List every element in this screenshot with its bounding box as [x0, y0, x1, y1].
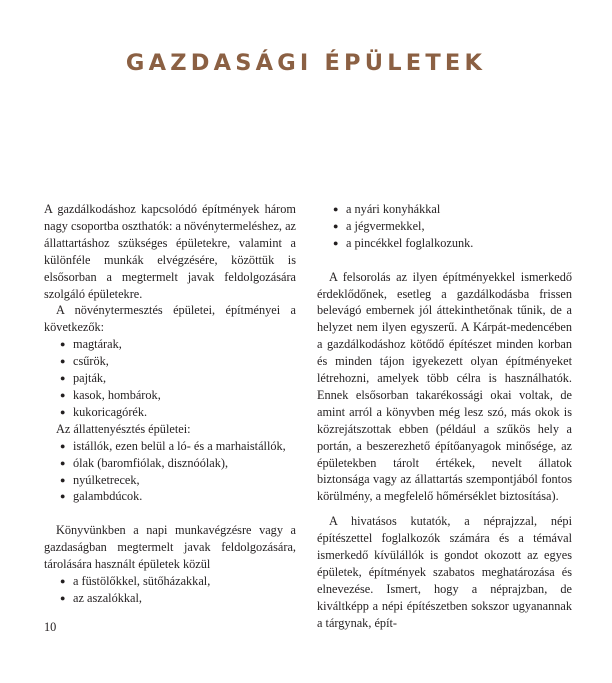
- page-number: 10: [44, 620, 57, 634]
- bullet-icon: ●: [60, 373, 66, 384]
- complexity-paragraph: A felsorolás az ilyen építményekkel ismerkedő érdeklődőnek, esetleg a gazdálkodásba frissen belevágó embernek jól áttekinthetőnak tűnik, de a helyzet nem ilyen egyszerű. A Kárpát-medencében a gazdálkodáshoz kötődő építészet minden korban és minden tájon igyekezett olyan építményeket létrehozni, amelyek több célra is használhatók. Ennek elsősorban takarékossági okai voltak, de amint arról a könyvben még lesz szó, más okok is közrejátszottak ebben (például a szűkös hely a portán, a beszerezhető építőanyagok minősége, az épületekben tárolt értékek, nevelt állatok biztonsága vagy az állattartás szempontjából fontos körülmény, a megfelelő hőmérséklet biztosítása).: [317, 269, 572, 504]
- list-item: ● csűrök,: [60, 354, 109, 369]
- list-item: ● galambdúcok.: [60, 489, 143, 504]
- intro-paragraph: A gazdálkodáshoz kapcsolódó építmények három nagy csoportba oszthatók: a növénytermeléshez, az állattartáshoz szükséges épületekre, valamint a különféle munkák elvégzésére, közöttük is elsősorban a megtermelt javak feldolgozására szolgáló épületekre.: [44, 202, 296, 301]
- bullet-icon: ●: [60, 575, 66, 586]
- list-item: ● kasok, hombárok,: [60, 387, 161, 402]
- bullet-icon: ●: [60, 339, 66, 350]
- list-item: ● magtárak,: [60, 337, 122, 352]
- animal-buildings-list: [44, 438, 296, 506]
- bullet-icon: ●: [60, 406, 66, 417]
- list-item: ● a pincékkel foglalkozunk.: [333, 235, 474, 250]
- right-column: [317, 201, 572, 632]
- terminology-paragraph: A hivatásos kutatók, a néprajzzal, népi építészettel foglalkozók számára és a témával ismerkedő kívülállók is gondot okozott az egyes épületek, építmények szabatos meghatározása és elnevezése. Ismert, hogy a néprajzban, de kiváltképp a népi építészetben sokszor ugyanannak a tárgynak, épít-: [317, 514, 572, 630]
- page-title: GAZDASÁGI ÉPÜLETEK: [125, 50, 487, 76]
- list-item: ● kukoricagórék.: [60, 404, 148, 419]
- book-scope-list-continued: [317, 201, 572, 252]
- plant-buildings-paragraph: A növénytermesztés épületei, építményei a következők:: [44, 303, 296, 335]
- list-item: ● a nyári konyhákkal: [333, 202, 441, 216]
- bullet-icon: ●: [60, 474, 66, 485]
- bullet-icon: ●: [333, 204, 339, 214]
- book-scope-list: [44, 573, 296, 607]
- list-item: ● pajták,: [60, 371, 107, 386]
- list-item: ● ólak (baromfiólak, disznóólak),: [60, 455, 229, 470]
- bullet-icon: ●: [60, 491, 66, 502]
- bullet-icon: ●: [60, 389, 66, 400]
- bullet-icon: ●: [60, 356, 66, 367]
- bullet-icon: ●: [60, 440, 66, 451]
- list-item: ● a füstölőkkel, sütőházakkal,: [60, 573, 211, 588]
- bullet-icon: ●: [60, 457, 66, 468]
- bullet-icon: ●: [333, 237, 339, 248]
- list-item: ● a jégvermekkel,: [333, 218, 425, 233]
- left-column: [44, 201, 296, 607]
- plant-buildings-list: [44, 336, 296, 421]
- bullet-icon: ●: [333, 220, 339, 231]
- bullet-icon: ●: [60, 592, 66, 603]
- book-scope-paragraph: Könyvünkben a napi munkavégzésre vagy a gazdaságban megtermelt javak feldolgozására, tárolására használt épületek közül: [44, 523, 296, 572]
- list-item: ● istállók, ezen belül a ló- és a marhaistállók,: [60, 438, 286, 453]
- list-item: ● nyúlketrecek,: [60, 472, 140, 487]
- list-item: ● az aszalókkal,: [60, 590, 142, 605]
- animal-buildings-paragraph: Az állattenyésztés épületei:: [56, 421, 191, 436]
